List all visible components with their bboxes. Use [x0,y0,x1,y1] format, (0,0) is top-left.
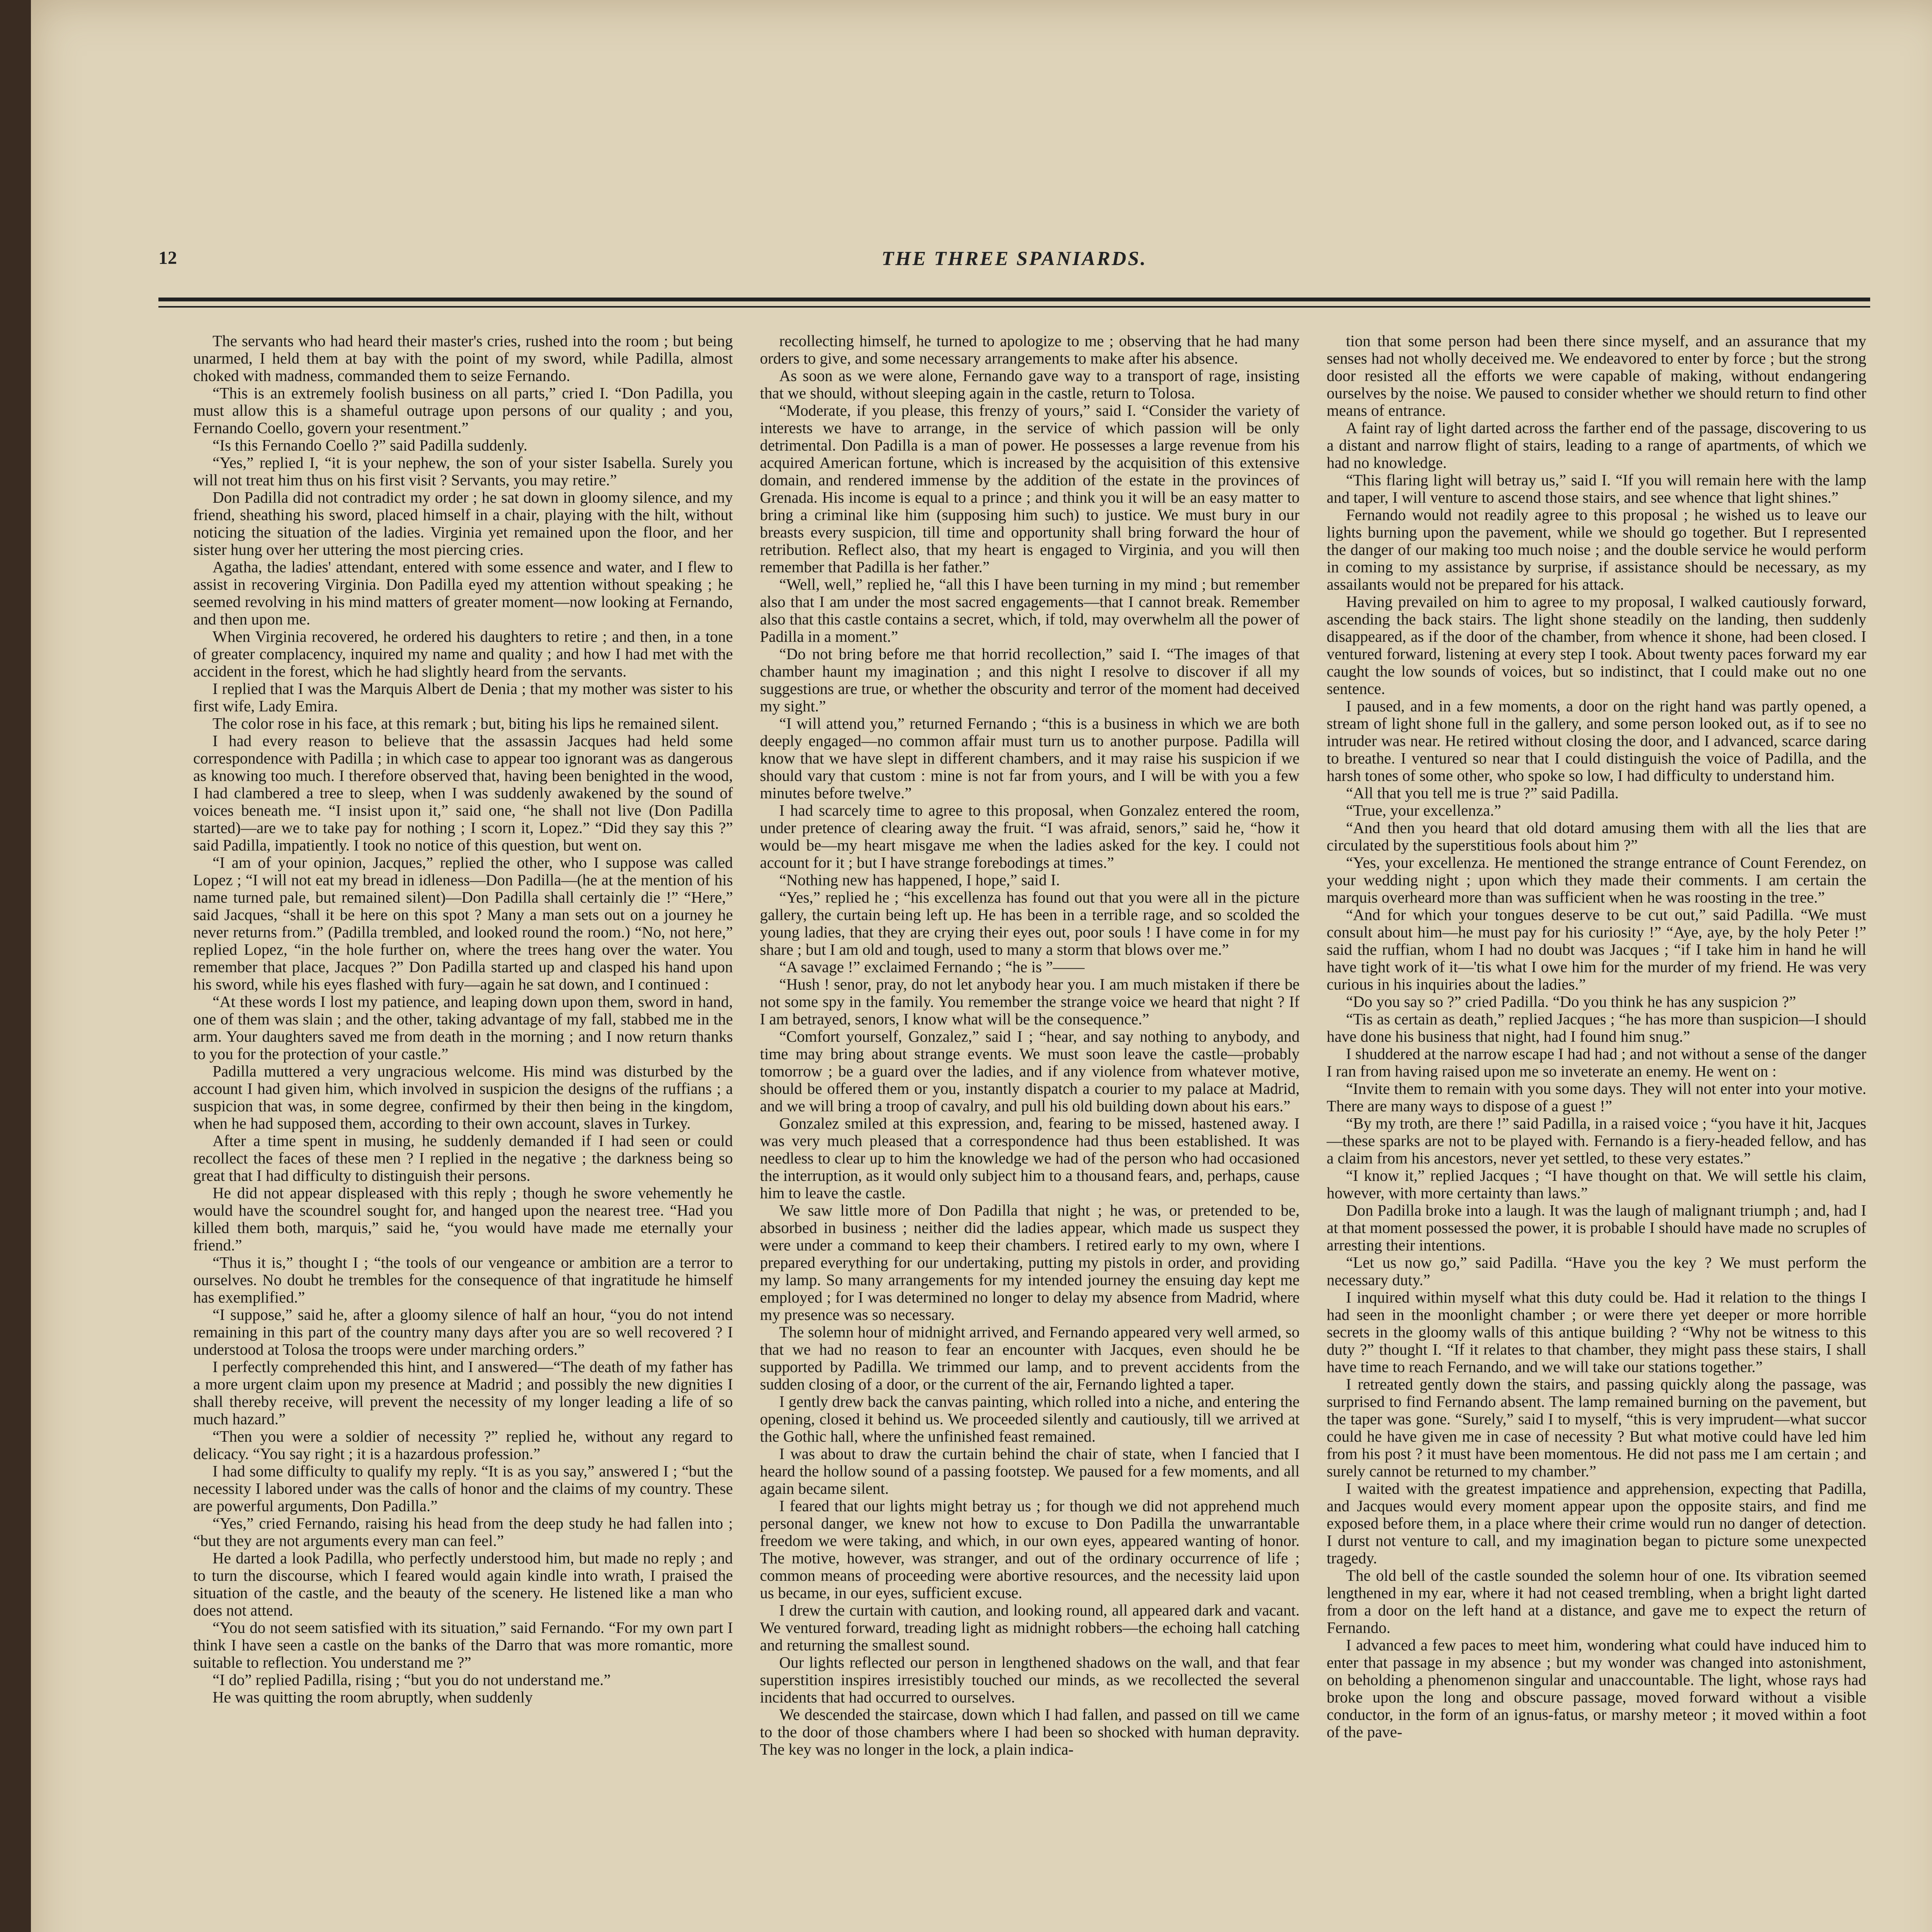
paragraph: The servants who had heard their master's cries, rushed into the room ; but being unarmed, I held them at bay with the point of my sword, while Padilla, almost choked with madness, commanded them to seize Fernando. [193,332,733,384]
header-rule-top [158,298,1870,301]
paragraph: I replied that I was the Marquis Albert de Denia ; that my mother was sister to his first wife, Lady Emira. [193,680,733,715]
text-column-2 [760,332,1300,1932]
paragraph: Gonzalez smiled at this expression, and, fearing to be missed, hastened away. I was very much pleased that a correspondence had thus been established. It was needless to clear up to him the knowledge we had of the person who had occasioned the interruption, as it would only subject him to a thousand fears, and, perhaps, cause him to leave the castle. [760,1114,1300,1202]
paragraph: After a time spent in musing, he suddenly demanded if I had seen or could recollect the faces of these men ? I replied in the negative ; the darkness being so great that I had difficulty to distinguish their persons. [193,1132,733,1184]
paragraph: I had scarcely time to agree to this proposal, when Gonzalez entered the room, under pretence of clearing away the fruit. “I was afraid, senors,” said he, “how it would be—my heart misgave me when the ladies asked for the key. I could not account for it ; but I have strange forebodings at times.” [760,801,1300,871]
paragraph: “This is an extremely foolish business on all parts,” cried I. “Don Padilla, you must allow this is a shameful outrage upon persons of our quality ; and you, Fernando Coello, govern your resentment.” [193,384,733,437]
text-column-3 [1327,332,1866,1932]
paragraph: He was quitting the room abruptly, when suddenly [213,1688,533,1706]
paragraph: “I suppose,” said he, after a gloomy silence of half an hour, “you do not intend remaining in this part of the country many days after you are so well recovered ? I understood at Tolosa the troops were under marching orders.” [193,1306,733,1358]
paragraph: “Yes,” replied he ; “his excellenza has found out that you were all in the picture gallery, the curtain being left up. He has been in a terrible rage, and so scolded the young ladies, that they are crying their eyes out, poor souls ! I have come in for my share ; but I am old and tough, used to many a storm that blows over me.” [760,888,1300,958]
paragraph: “Moderate, if you please, this frenzy of yours,” said I. “Consider the variety of interests we have to arrange, in the service of which passion will be only detrimental. Don Padilla is a man of power. He possesses a large revenue from his acquired American fortune, which is increased by the acquisition of this extensive domain, and rendered immense by the addition of the estate in the provinces of Grenada. His income is equal to a prince ; and think you it will be an easy matter to bring a criminal like him (supposing him such) to justice. We must bury in our breasts every suspicion, till time and opportunity shall bring forward the hour of retribution. Reflect also, that my heart is engaged to Virginia, and you will then remember that Padilla is her father.” [760,401,1300,576]
running-title: THE THREE SPANIARDS. [881,248,1147,270]
text-column-1 [193,332,733,1932]
page-header [158,247,1870,282]
paragraph: “This flaring light will betray us,” said I. “If you will remain here with the lamp and taper, I will venture to ascend those stairs, and see whence that light shines.” [1327,471,1867,506]
paragraph: “I will attend you,” returned Fernando ; “this is a business in which we are both deeply engaged—no common affair must turn us to another purpose. Padilla will know that we have slept in different chambers, and it may raise his suspicion if we should vary that custom : mine is not far from yours, and I will be with you a few minutes before twelve.” [760,714,1300,802]
paragraph: recollecting himself, he turned to apologize to me ; observing that he had many orders to give, and some necessary arrangements to make after his absence. [760,332,1300,367]
paragraph: “And then you heard that old dotard amusing them with all the lies that are circulated by the superstitious fools about him ?” [1327,819,1867,854]
paragraph: “Nothing new has happened, I hope,” said I. [779,871,1060,889]
page-number: 12 [158,248,177,268]
paragraph: I inquired within myself what this duty could be. Had it relation to the things I had seen in the moonlight chamber ; or were there yet deeper or more horrible secrets in the gloomy walls of this antique building ? “Why not be witness to this duty ?” thought I. “If it relates to that chamber, they might pass these stairs, I shall have time to reach Fernando, and we will take our stations together.” [1327,1288,1867,1376]
paragraph: Fernando would not readily agree to this proposal ; he wished us to leave our lights burning upon the pavement, while we should go together. But I represented the danger of our making too much noise ; and the double service he would perform in coming to my assistance by surprise, if assistance should be necessary, as my assailants would not be prepared for his attack. [1327,506,1867,593]
paragraph: “By my troth, are there !” said Padilla, in a raised voice ; “you have it hit, Jacques—these sparks are not to be played with. Fernando is a fiery-headed fellow, and has a claim from his ancestors, never yet settled, to these very estates.” [1327,1114,1867,1167]
paragraph: “True, your excellenza.” [1346,801,1501,819]
paragraph: I had some difficulty to qualify my reply. “It is as you say,” answered I ; “but the necessity I labored under was the calls of honor and the claims of my country. These are powerful arguments, Don Padilla.” [193,1462,733,1515]
paragraph: “Do you say so ?” cried Padilla. “Do you think he has any suspicion ?” [1346,993,1796,1010]
paragraph: “All that you tell me is true ?” said Padilla. [1346,784,1619,802]
paragraph: We descended the staircase, down which I had fallen, and passed on till we came to the door of those chambers where I had been so shocked with human depravity. The key was no longer in the lock, a plain indica- [760,1706,1300,1758]
paragraph: The old bell of the castle sounded the solemn hour of one. Its vibration seemed lengthened in my ear, where it had not ceased trembling, when a bright light darted from a door on the left hand at a distance, and gave me to expect the return of Fernando. [1327,1566,1867,1636]
paragraph: “Yes,” replied I, “it is your nephew, the son of your sister Isabella. Surely you will not treat him thus on his first visit ? Servants, you may retire.” [193,454,733,489]
paragraph: I paused, and in a few moments, a door on the right hand was partly opened, a stream of light shone full in the gallery, and some person looked out, as if to see no intruder was near. He retired without closing the door, and I advanced, scarce daring to breathe. I ventured so near that I could distinguish the voice of Padilla, and the harsh tones of some other, who spoke so low, I had difficulty to understand him. [1327,697,1867,784]
paragraph: tion that some person had been there since myself, and an assurance that my senses had not wholly deceived me. We endeavored to enter by force ; but the strong door resisted all the efforts we were capable of making, without endangering ourselves by the noise. We paused to consider whether we should return to find other means of entrance. [1327,332,1867,419]
paragraph: Having prevailed on him to agree to my proposal, I walked cautiously forward, ascending the back stairs. The light shone steadily on the landing, then suddenly disappeared, as if the door of the chamber, from whence it shone, had been closed. I ventured forward, listening at every step I took. About twenty paces forward my ear caught the low sounds of voices, but so indistinct, that I could make out no one sentence. [1327,593,1867,697]
paragraph: We saw little more of Don Padilla that night ; he was, or pretended to be, absorbed in business ; neither did the ladies appear, which made us suspect they were under a command to keep their chambers. I retired early to my own, where I prepared everything for our undertaking, putting my pistols in order, and providing my lamp. So many arrangements for my intended journey the ensuing day kept me employed ; for I was determined no longer to delay my absence from Madrid, where my presence was so necessary. [760,1201,1300,1323]
paragraph: “Hush ! senor, pray, do not let anybody hear you. I am much mistaken if there be not some spy in the family. You remember the strange voice we heard that night ? If I am betrayed, senors, I know what will be the consequence.” [760,975,1300,1028]
paragraph: I was about to draw the curtain behind the chair of state, when I fancied that I heard the hollow sound of a passing footstep. We paused for a few moments, and all again became silent. [760,1445,1300,1497]
paragraph: I feared that our lights might betray us ; for though we did not apprehend much personal danger, we knew not how to excuse to Don Padilla the unwarrantable freedom we were taking, and which, in our own eyes, appeared wanting of honor. The motive, however, was stranger, and out of the ordinary occurrence of life ; common means of proceeding were abortive resources, and the necessity laid upon us became, in our eyes, sufficient excuse. [760,1497,1300,1602]
paragraph: “A savage !” exclaimed Fernando ; “he is ”—— [779,958,1085,976]
paragraph: I retreated gently down the stairs, and passing quickly along the passage, was surprised to find Fernando absent. The lamp remained burning on the pavement, but the taper was gone. “Surely,” said I to myself, “this is very imprudent—what succor could he have given me in case of necessity ? But what motive could have led him from his post ? it must have been momentous. He did not pass me I am certain ; and surely cannot be returned to my chamber.” [1327,1375,1867,1480]
paragraph: “Yes, your excellenza. He mentioned the strange entrance of Count Ferendez, on your wedding night ; upon which they made their comments. I am certain the marquis overheard more than was sufficient when he was roosting in the tree.” [1327,854,1867,906]
paragraph: “I know it,” replied Jacques ; “I have thought on that. We will settle his claim, however, with more certainty than laws.” [1327,1167,1867,1202]
paragraph: “I do” replied Padilla, rising ; “but you do not understand me.” [213,1671,611,1689]
paragraph: As soon as we were alone, Fernando gave way to a transport of rage, insisting that we should, without sleeping again in the castle, return to Tolosa. [760,367,1300,402]
paragraph: “At these words I lost my patience, and leaping down upon them, sword in hand, one of them was slain ; and the other, taking advantage of my fall, stabbed me in the arm. Your daughters saved me from death in the morning ; and I now return thanks to you for the protection of your castle.” [193,993,733,1063]
text-columns [193,332,1866,1932]
paragraph: I shuddered at the narrow escape I had had ; and not without a sense of the danger I ran from having raised upon me so inveterate an enemy. He went on : [1327,1045,1867,1080]
header-rule-bottom [158,306,1870,308]
paragraph: “Thus it is,” thought I ; “the tools of our vengeance or ambition are a terror to ourselves. No doubt he trembles for the consequence of that ingratitude he himself has exemplified.” [193,1253,733,1306]
book-page [31,0,1932,1932]
paragraph: Agatha, the ladies' attendant, entered with some essence and water, and I flew to assist in recovering Virginia. Don Padilla eyed my attention without speaking ; he seemed revolving in his mind matters of greater moment—now looking at Fernando, and then upon me. [193,558,733,628]
paragraph: “And for which your tongues deserve to be cut out,” said Padilla. “We must consult about him—he must pay for his curiosity !” “Aye, aye, by the holy Peter !” said the ruffian, whom I had no doubt was Jacques ; “if I take him in hand he will have tight work of it—'tis what I owe him for the murder of my friend. He was very curious in his inquiries about the ladies.” [1327,906,1867,993]
paragraph: The solemn hour of midnight arrived, and Fernando appeared very well armed, so that we had no reason to fear an encounter with Jacques, even should he be supported by Padilla. We trimmed our lamp, and to prevent accidents from the sudden closing of a door, or the current of the air, Fernando lighted a taper. [760,1323,1300,1393]
paragraph: He darted a look Padilla, who perfectly understood him, but made no reply ; and to turn the discourse, which I feared would again kindle into wrath, I praised the situation of the castle, and the beauty of the scenery. He listened like a man who does not attend. [193,1549,733,1619]
paragraph: I advanced a few paces to meet him, wondering what could have induced him to enter that passage in my absence ; but my wonder was changed into astonishment, on beholding a phenomenon singular and unaccountable. The light, whose rays had broke upon the long and obscure passage, moved forward without a visible conductor, in the form of an ignus-fatus, or marshy meteor ; it moved within a foot of the pave- [1327,1636,1867,1741]
paragraph: “Invite them to remain with you some days. They will not enter into your motive. There are many ways to dispose of a guest !” [1327,1080,1867,1115]
paragraph: “Tis as certain as death,” replied Jacques ; “he has more than suspicion—I should have done his business that night, had I found him snug.” [1327,1010,1867,1045]
paragraph: “Comfort yourself, Gonzalez,” said I ; “hear, and say nothing to anybody, and time may bring about strange events. We must soon leave the castle—probably tomorrow ; be a guard over the ladies, and if any violence from whatever motive, should be offered them or you, instantly dispatch a courier to my palace at Madrid, and we will bring a troop of cavalry, and pull his old building down about his ears.” [760,1027,1300,1115]
paragraph: He did not appear displeased with this reply ; though he swore vehemently he would have the scoundrel sought for, and hanged upon the nearest tree. “Had you killed them both, marquis,” said he, “you would have made me eternally your friend.” [193,1184,733,1254]
paragraph: “Yes,” cried Fernando, raising his head from the deep study he had fallen into ; “but they are not arguments every man can feel.” [193,1514,733,1549]
paragraph: “Then you were a soldier of necessity ?” replied he, without any regard to delicacy. “You say right ; it is a hazardous profession.” [193,1427,733,1463]
paragraph: “Well, well,” replied he, “all this I have been turning in my mind ; but remember also that I am under the most sacred engagements—that I cannot break. Remember also that this castle contains a secret, which, if told, may overwhelm all the power of Padilla in a moment.” [760,575,1300,645]
paragraph: Don Padilla broke into a laugh. It was the laugh of malignant triumph ; and, had I at that moment possessed the power, it is probable I should have made no scruples of arresting their intentions. [1327,1201,1867,1254]
paragraph: When Virginia recovered, he ordered his daughters to retire ; and then, in a tone of greater complacency, inquired my name and quality ; and how I had met with the accident in the forest, which he had slightly heard from the servants. [193,628,733,680]
paragraph: I perfectly comprehended this hint, and I answered—“The death of my father has a more urgent claim upon my presence at Madrid ; and possibly the new dignities I shall thereby receive, will prevent the necessity of my longer leading a life of so much hazard.” [193,1358,733,1428]
paragraph: Don Padilla did not contradict my order ; he sat down in gloomy silence, and my friend, sheathing his sword, placed himself in a chair, playing with the hilt, without noticing the situation of the ladies. Virginia yet remained upon the floor, and her sister hung over her uttering the most piercing cries. [193,488,733,558]
paragraph: “Let us now go,” said Padilla. “Have you the key ? We must perform the necessary duty.” [1327,1253,1867,1289]
paragraph: Our lights reflected our person in lengthened shadows on the wall, and that fear superstition inspires irresistibly touched our minds, as we recollected the several incidents that had occurred to ourselves. [760,1653,1300,1706]
paragraph: “Is this Fernando Coello ?” said Padilla suddenly. [213,436,527,454]
paragraph: “Do not bring before me that horrid recollection,” said I. “The images of that chamber haunt my imagination ; and this night I resolve to discover if all my suggestions are true, or whether the obscurity and terror of the moment had deceived my sight.” [760,645,1300,715]
paragraph: Padilla muttered a very ungracious welcome. His mind was disturbed by the account I had given him, which involved in suspicion the designs of the ruffians ; a suspicion that was, in some degree, confirmed by their then being in the kingdom, when he had supposed them, according to their own account, slaves in Turkey. [193,1062,733,1132]
paragraph: “I am of your opinion, Jacques,” replied the other, who I suppose was called Lopez ; “I will not eat my bread in idleness—Don Padilla—(he at the mention of his name turned pale, but remained silent)—Don Padilla shall certainly die !” “Here,” said Jacques, “shall it be here on this spot ? Many a man sets out on a journey he never returns from.” (Padilla trembled, and looked round the room.) “No, not here,” replied Lopez, “in the hole further on, where the trees hang over the water. You remember that place, Jacques ?” Don Padilla started up and clasped his hand upon his sword, while his eyes flashed with fury—again he sat down, and I continued : [193,854,733,993]
paragraph: I drew the curtain with caution, and looking round, all appeared dark and vacant. We ventured forward, treading light as midnight robbers—the echoing hall catching and returning the smallest sound. [760,1601,1300,1654]
paragraph: The color rose in his face, at this remark ; but, biting his lips he remained silent. [213,714,719,732]
paragraph: I had every reason to believe that the assassin Jacques had held some correspondence with Padilla ; in which case to appear too ignorant was as dangerous as knowing too much. I therefore observed that, having been benighted in the wood, I had clambered a tree to sleep, when I was suddenly awakened by the sound of voices beneath me. “I insist upon it,” said one, “he shall not live (Don Padilla started)—are we to take pay for nothing ; I scorn it, Lopez.” “Did they say this ?” said Padilla, impatiently. I took no notice of this question, but went on. [193,732,733,854]
paragraph: “You do not seem satisfied with its situation,” said Fernando. “For my own part I think I have seen a castle on the banks of the Darro that was more romantic, more suitable to reflection. You understand me ?” [193,1619,733,1671]
paragraph: I gently drew back the canvas painting, which rolled into a niche, and entering the opening, closed it behind us. We proceeded silently and cautiously, till we arrived at the Gothic hall, where the unfinished feast remained. [760,1393,1300,1445]
paragraph: A faint ray of light darted across the farther end of the passage, discovering to us a distant and narrow flight of stairs, leading to a range of apartments, of which we had no knowledge. [1327,419,1867,471]
paragraph: I waited with the greatest impatience and apprehension, expecting that Padilla, and Jacques would every moment appear upon the opposite stairs, and find me exposed before them, in a place where their crime would run no danger of detection. I durst not venture to call, and my imagination began to picture some unexpected tragedy. [1327,1480,1867,1567]
